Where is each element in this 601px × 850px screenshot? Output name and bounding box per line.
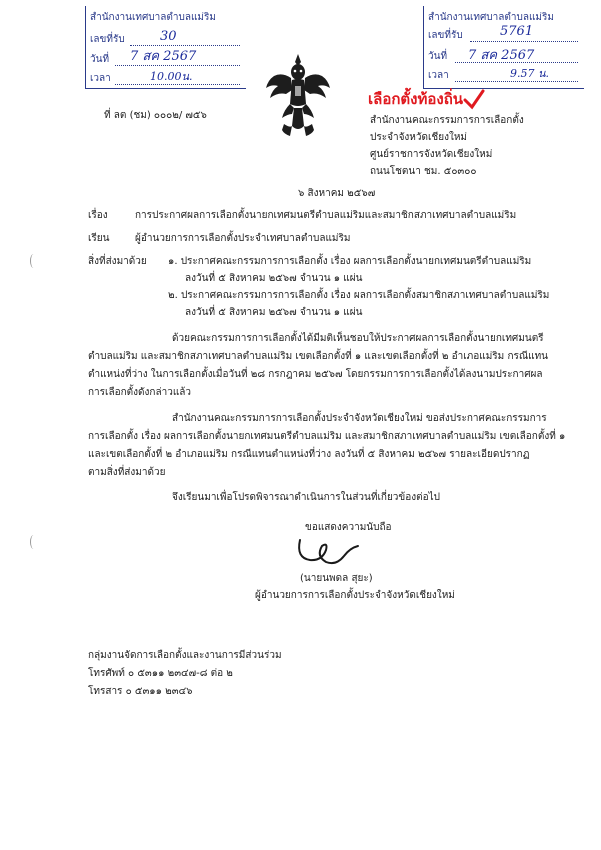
- punch-mark: [30, 535, 37, 549]
- stamp-time-value: 10.00น.: [150, 70, 193, 83]
- body-paragraph-3: จึงเรียนมาเพื่อโปรดพิจารณาดำเนินการในส่วนที่เกี่ยวข้องต่อไป: [172, 492, 441, 503]
- stamp-time-label: เวลา: [90, 73, 111, 84]
- local-election-logo: เลือกตั้งท้องถิ่น: [368, 90, 464, 108]
- footer-fax: โทรสาร ๐ ๕๓๑๑ ๒๓๔๖: [88, 686, 193, 697]
- signer-title: ผู้อำนวยการการเลือกตั้งประจำจังหวัดเชียงใหม่: [255, 590, 455, 601]
- stamp-date-label: วันที่: [428, 51, 448, 62]
- stamp-date-value: 7 สค 2567: [130, 49, 197, 64]
- checkmark-logo-icon: [463, 88, 485, 110]
- paragraph-line: ตามสิ่งที่ส่งมาด้วย: [88, 467, 166, 478]
- document-number: ที่ ลต (ชม) ๐๐๐๒/ ๗๕๖: [104, 110, 207, 121]
- enclosure-item: ๑. ประกาศคณะกรรมการการเลือกตั้ง เรื่อง ผลการเลือกตั้งนายกเทศมนตรีตำบลแม่ริม: [168, 256, 532, 267]
- subject-text: การประกาศผลการเลือกตั้งนายกเทศมนตรีตำบลแม่ริมและสมาชิกสภาเทศบาลตำบลแม่ริม: [135, 210, 517, 221]
- footer-phone: โทรศัพท์ ๐ ๕๓๑๑ ๒๓๔๗-๘ ต่อ ๒: [88, 668, 233, 679]
- sender-line: ประจำจังหวัดเชียงใหม่: [370, 132, 468, 143]
- stamp-time-value: 9.57 น.: [510, 67, 550, 80]
- paragraph-line: ตำแหน่งที่ว่าง ในการเลือกตั้งเมื่อวันที่ ๒๘ กรกฎาคม ๒๕๖๗ โดยกรรมการการเลือกตั้งได้ลงนามประกาศผล: [88, 369, 543, 380]
- paragraph-line: ตำบลแม่ริม และสมาชิกสภาเทศบาลตำบลแม่ริม เขตเลือกตั้งที่ ๑ และเขตเลือกตั้งที่ ๒ อำเภอแม่ริม กรณีแทน: [88, 351, 549, 362]
- recipient-label: เรียน: [88, 233, 110, 244]
- sender-line: สำนักงานคณะกรรมการการเลือกตั้ง: [370, 115, 524, 126]
- paragraph-line: และเขตเลือกตั้งที่ ๒ อำเภอแม่ริม กรณีแทนตำแหน่งที่ว่าง ลงวันที่ ๕ สิงหาคม ๒๕๖๗ รายละเอียดปรากฏ: [88, 449, 530, 460]
- stamp-receipt-number: 5761: [500, 24, 534, 39]
- paragraph-line: ด้วยคณะกรรมการการเลือกตั้งได้มีมติเห็นชอบให้ประกาศผลการเลือกตั้งนายกเทศมนตรี: [172, 333, 544, 344]
- enclosure-item-detail: ลงวันที่ ๕ สิงหาคม ๒๕๖๗ จำนวน ๑ แผ่น: [185, 307, 363, 318]
- stamp-receipt-label: เลขที่รับ: [90, 34, 125, 45]
- subject-label: เรื่อง: [88, 210, 108, 221]
- closing-salutation: ขอแสดงความนับถือ: [305, 522, 392, 533]
- stamp-office: สำนักงานเทศบาลตำบลแม่ริม: [428, 12, 554, 23]
- punch-mark: [30, 254, 37, 268]
- paragraph-line: การเลือกตั้ง เรื่อง ผลการเลือกตั้งนายกเทศมนตรีตำบลแม่ริม และสมาชิกสภาเทศบาลตำบลแม่ริม เขตเลือกตั้งที่ ๑: [88, 431, 566, 442]
- enclosure-item-detail: ลงวันที่ ๕ สิงหาคม ๒๕๖๗ จำนวน ๑ แผ่น: [185, 273, 363, 284]
- stamp-office: สำนักงานเทศบาลตำบลแม่ริม: [90, 12, 216, 23]
- sender-line: ถนนโชตนา ชม. ๕๐๓๐๐: [370, 166, 477, 177]
- stamp-time-label: เวลา: [428, 70, 449, 81]
- signer-name: (นายนพดล สุยะ): [300, 573, 373, 584]
- stamp-date-value: 7 สค 2567: [468, 48, 535, 63]
- signature-icon: [292, 534, 362, 568]
- stamp-receipt-number: 30: [160, 29, 177, 44]
- footer-department: กลุ่มงานจัดการเลือกตั้งและงานการมีส่วนร่วม: [88, 650, 282, 661]
- stamp-receipt-label: เลขที่รับ: [428, 30, 463, 41]
- stamp-date-label: วันที่: [90, 54, 110, 65]
- letter-date: ๖ สิงหาคม ๒๕๖๗: [298, 188, 376, 199]
- sender-line: ศูนย์ราชการจังหวัดเชียงใหม่: [370, 149, 493, 160]
- enclosure-label: สิ่งที่ส่งมาด้วย: [88, 256, 147, 267]
- garuda-emblem-icon: [262, 52, 334, 140]
- paragraph-line: การเลือกตั้งดังกล่าวแล้ว: [88, 387, 192, 398]
- paragraph-line: สำนักงานคณะกรรมการการเลือกตั้งประจำจังหวัดเชียงใหม่ ขอส่งประกาศคณะกรรมการ: [172, 413, 547, 424]
- enclosure-item: ๒. ประกาศคณะกรรมการการเลือกตั้ง เรื่อง ผลการเลือกตั้งสมาชิกสภาเทศบาลตำบลแม่ริม: [168, 290, 550, 301]
- recipient-text: ผู้อำนวยการการเลือกตั้งประจำเทศบาลตำบลแม่ริม: [135, 233, 351, 244]
